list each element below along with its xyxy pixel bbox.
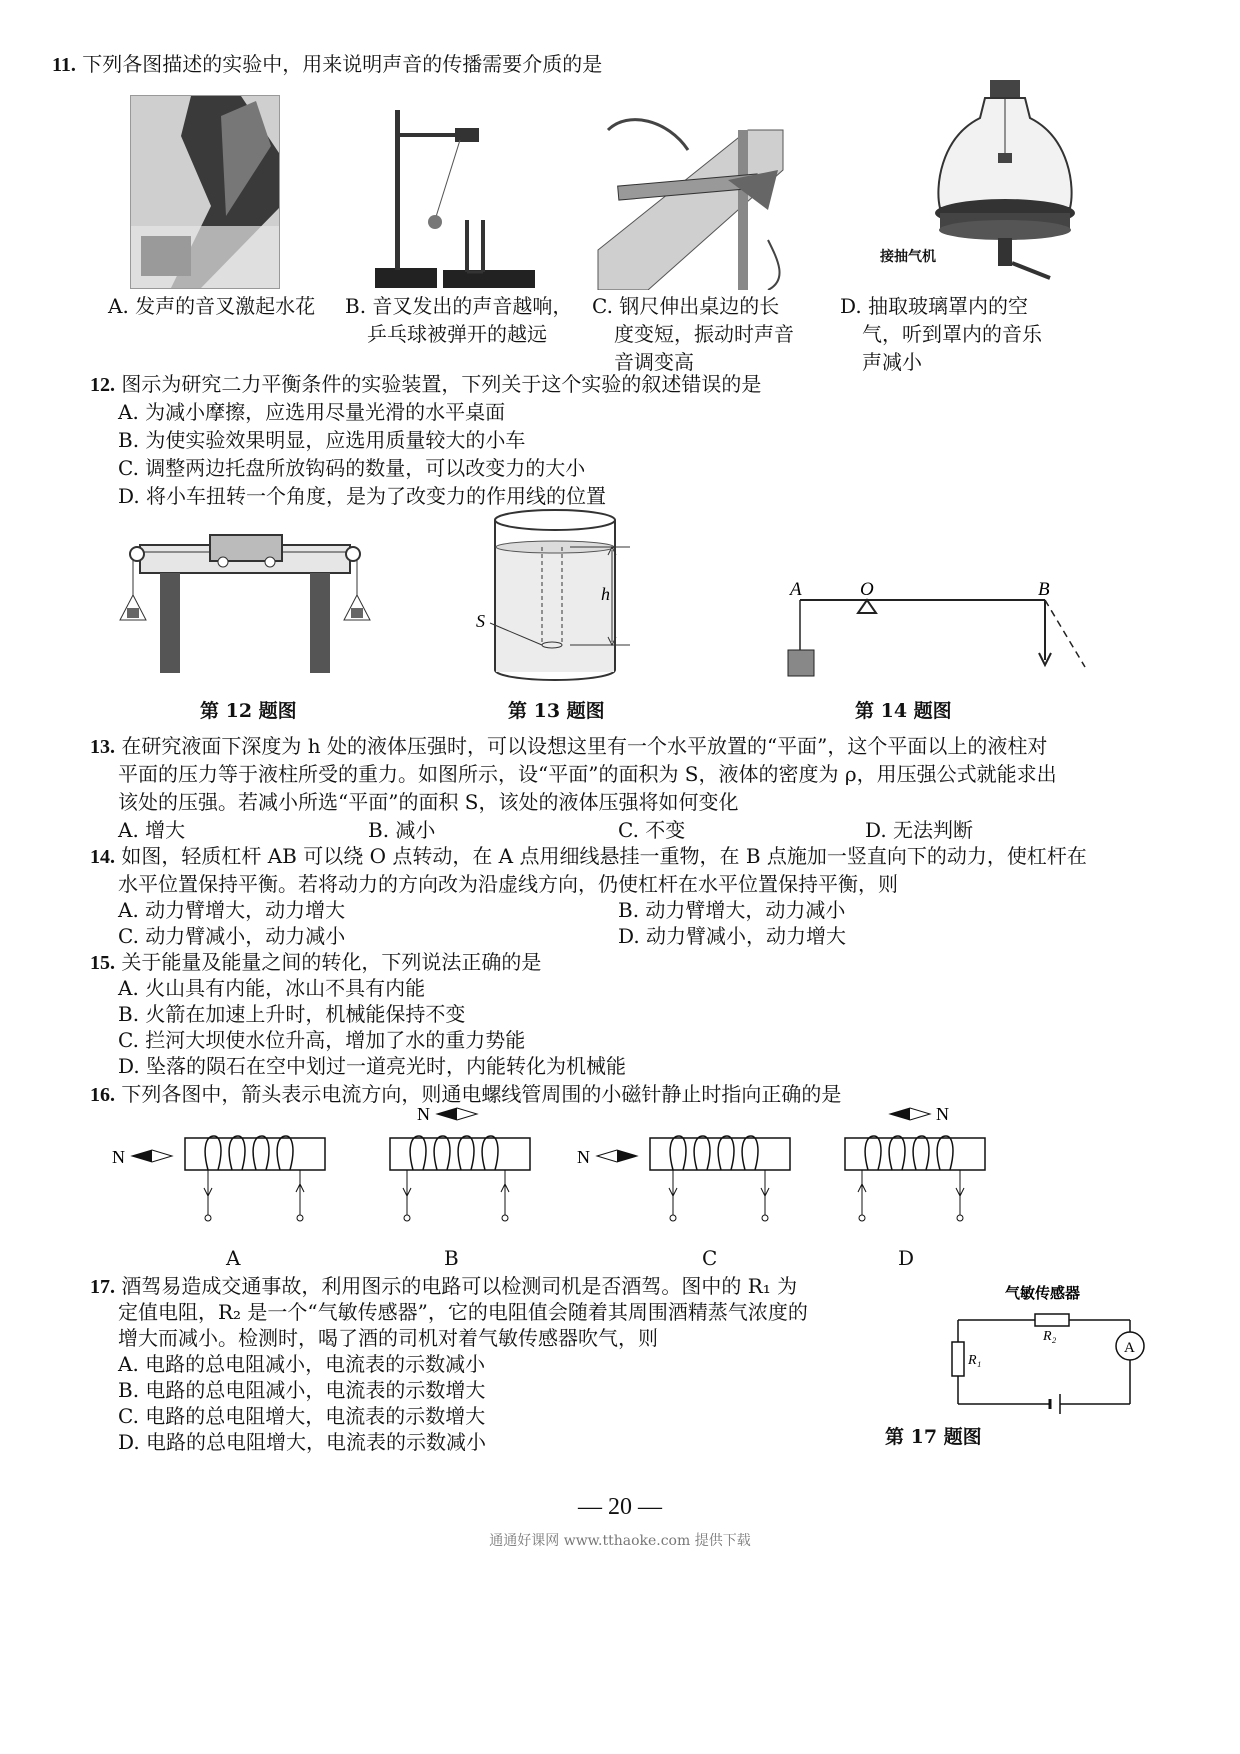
q11-option-a-line1: A. 发声的音叉激起水花	[108, 294, 316, 318]
q15-number: 15.	[90, 952, 115, 974]
q12-stem-text: 图示为研究二力平衡条件的实验装置，下列关于这个实验的叙述错误的是	[121, 372, 762, 396]
q11-option-b	[345, 292, 572, 348]
q11-option-d	[840, 292, 1042, 376]
figure-12	[115, 530, 375, 675]
q17-options	[118, 1350, 486, 1454]
q16-option-a-label: A	[226, 1246, 241, 1270]
point-o-label: O	[860, 579, 874, 600]
q17-line2: 定值电阻，R₂ 是一个“气敏传感器”，它的电阻值会随着其周围酒精蒸气浓度的	[118, 1300, 808, 1324]
figure-13	[470, 505, 650, 685]
pingpong-tuning-fork-image	[365, 90, 535, 290]
q11-option-d-line1: D. 抽取玻璃罩内的空	[840, 294, 1029, 318]
q15-stem	[90, 948, 541, 977]
q14-number: 14.	[90, 846, 115, 868]
q13-option-a: A. 增大	[118, 818, 186, 842]
q15-stem-text: 关于能量及能量之间的转化，下列说法正确的是	[121, 950, 542, 974]
breathalyzer-circuit	[950, 1282, 1160, 1422]
q17-option-c: C. 电路的总电阻增大，电流表的示数增大	[118, 1404, 486, 1428]
q11-option-b-line2: 乒乓球被弹开的越远	[367, 322, 547, 346]
lever-diagram	[780, 575, 1150, 695]
q13-option-c: C. 不变	[618, 818, 686, 842]
solenoid-a-diagram	[110, 1108, 340, 1228]
q13-option-b: B. 减小	[368, 818, 436, 842]
q11-option-b-line1: B. 音叉发出的声音越响，	[345, 294, 573, 318]
tuning-fork-water-image	[131, 96, 279, 288]
q11-figure-b	[365, 90, 535, 290]
q14-option-c: C. 动力臂减小，动力减小	[118, 924, 346, 948]
q13-line3: 该处的压强。若减小所选“平面”的面积 S，该处的液体压强将如何变化	[118, 790, 739, 814]
q16-option-d-label: D	[898, 1246, 915, 1270]
q11-stem-text: 下列各图描述的实验中，用来说明声音的传播需要介质的是	[82, 52, 603, 76]
q11-option-d-line3: 声减小	[862, 350, 922, 374]
q13-option-d: D. 无法判断	[865, 818, 974, 842]
q16-option-b-label: B	[444, 1246, 459, 1270]
solenoid-c	[575, 1108, 805, 1228]
q16-stem-text: 下列各图中，箭头表示电流方向，则通电螺线管周围的小磁针静止时指向正确的是	[121, 1082, 842, 1106]
q11-number: 11.	[52, 54, 76, 76]
q12-stem	[90, 370, 761, 399]
q12-option-d: D. 将小车扭转一个角度，是为了改变力的作用线的位置	[118, 484, 607, 508]
fig17-caption: 第 17 题图	[885, 1426, 982, 1448]
q11-option-c-line2: 度变短，振动时声音	[614, 322, 794, 346]
r2-label: R₂	[1043, 1329, 1057, 1344]
q17-number: 17.	[90, 1276, 115, 1298]
q12-option-a: A. 为减小摩擦，应选用尽量光滑的水平桌面	[118, 400, 506, 424]
q11-option-c-line1: C. 钢尺伸出桌边的长	[592, 294, 780, 318]
q14-line1	[90, 842, 1087, 871]
q11-option-c-line3: 音调变高	[614, 350, 694, 374]
q17-option-b: B. 电路的总电阻减小，电流表的示数增大	[118, 1378, 486, 1402]
q14-option-a: A. 动力臂增大，动力增大	[118, 898, 346, 922]
q14-text-1: 如图，轻质杠杆 AB 可以绕 O 点转动，在 A 点用细线悬挂一重物，在 B 点施加一竖直向下的动力，使杠杆在	[121, 844, 1087, 868]
area-label: S	[476, 611, 485, 631]
figure-14	[780, 575, 1150, 695]
figure-17	[950, 1282, 1160, 1422]
q14-line2: 水平位置保持平衡。若将动力的方向改为沿虚线方向，仍使杠杆在水平位置保持平衡，则	[118, 872, 898, 896]
fig12-caption: 第 12 题图	[200, 700, 297, 722]
page-number: — 20 —	[578, 1494, 662, 1520]
solenoid-d	[840, 1100, 1070, 1228]
q11-option-c	[592, 292, 794, 376]
q15-option-b: B. 火箭在加速上升时，机械能保持不变	[118, 1002, 466, 1026]
q14-option-d: D. 动力臂减小，动力增大	[618, 924, 847, 948]
q11-figure-d	[930, 78, 1080, 288]
q17-option-a: A. 电路的总电阻减小，电流表的示数减小	[118, 1352, 486, 1376]
solenoid-c-diagram	[575, 1108, 805, 1228]
q17-text-1: 酒驾易造成交通事故，利用图示的电路可以检测司机是否酒驾。图中的 R₁ 为	[121, 1274, 798, 1298]
height-label: h	[601, 584, 610, 604]
pump-label: 接抽气机	[880, 249, 936, 265]
q11-option-a	[108, 292, 315, 320]
q11-stem	[52, 50, 602, 79]
q12-option-c: C. 调整两边托盘所放钩码的数量，可以改变力的大小	[118, 456, 586, 480]
q17-line1	[90, 1272, 797, 1301]
ammeter-label: A	[1124, 1340, 1135, 1356]
q15-options	[118, 974, 626, 1078]
q13-text-1: 在研究液面下深度为 h 处的液体压强时，可以设想这里有一个水平放置的“平面”，这个平面以上的液柱对	[121, 734, 1048, 758]
q12-option-b: B. 为使实验效果明显，应选用质量较大的小车	[118, 428, 526, 452]
q11-figure-c	[588, 90, 788, 290]
two-force-balance-apparatus	[115, 530, 375, 675]
q15-option-d: D. 坠落的陨石在空中划过一道亮光时，内能转化为机械能	[118, 1054, 627, 1078]
fig14-caption: 第 14 题图	[855, 700, 952, 722]
q13-number: 13.	[90, 736, 115, 758]
q16-number: 16.	[90, 1084, 115, 1106]
needle-n-label-c: N	[577, 1147, 590, 1167]
fig13-caption: 第 13 题图	[508, 700, 605, 722]
q12-number: 12.	[90, 374, 115, 396]
needle-n-label-a: N	[112, 1147, 125, 1167]
q15-option-c: C. 拦河大坝使水位升高，增加了水的重力势能	[118, 1028, 526, 1052]
needle-n-label-d: N	[936, 1104, 949, 1124]
solenoid-a	[110, 1108, 340, 1228]
solenoid-d-diagram	[840, 1100, 1070, 1228]
q16-option-c-label: C	[702, 1246, 718, 1270]
q14-option-b: B. 动力臂增大，动力减小	[618, 898, 846, 922]
steel-ruler-table-image	[588, 90, 788, 290]
footer-watermark: 通通好课网 www.tthaoke.com 提供下载	[489, 1533, 751, 1549]
q13-line2: 平面的压力等于液柱所受的重力。如图所示，设“平面”的面积为 S，液体的密度为 ρ，用压强公式就能求出	[118, 762, 1057, 786]
sensor-label: 气敏传感器	[1005, 1286, 1081, 1302]
needle-n-label-b: N	[417, 1104, 430, 1124]
q15-option-a: A. 火山具有内能，冰山不具有内能	[118, 976, 426, 1000]
q17-option-d: D. 电路的总电阻增大，电流表的示数减小	[118, 1430, 487, 1454]
q11-option-d-line2: 气，听到罩内的音乐	[862, 322, 1042, 346]
bell-jar-image	[930, 78, 1080, 288]
point-b-label: B	[1038, 579, 1050, 600]
r1-label: R₁	[968, 1353, 982, 1368]
q13-line1	[90, 732, 1047, 761]
q11-photo-a	[130, 95, 280, 289]
q17-line3: 增大而减小。检测时，喝了酒的司机对着气敏传感器吹气，则	[118, 1326, 658, 1350]
q12-options	[118, 398, 606, 510]
point-a-label: A	[790, 579, 802, 600]
liquid-column-cylinder	[470, 505, 650, 685]
